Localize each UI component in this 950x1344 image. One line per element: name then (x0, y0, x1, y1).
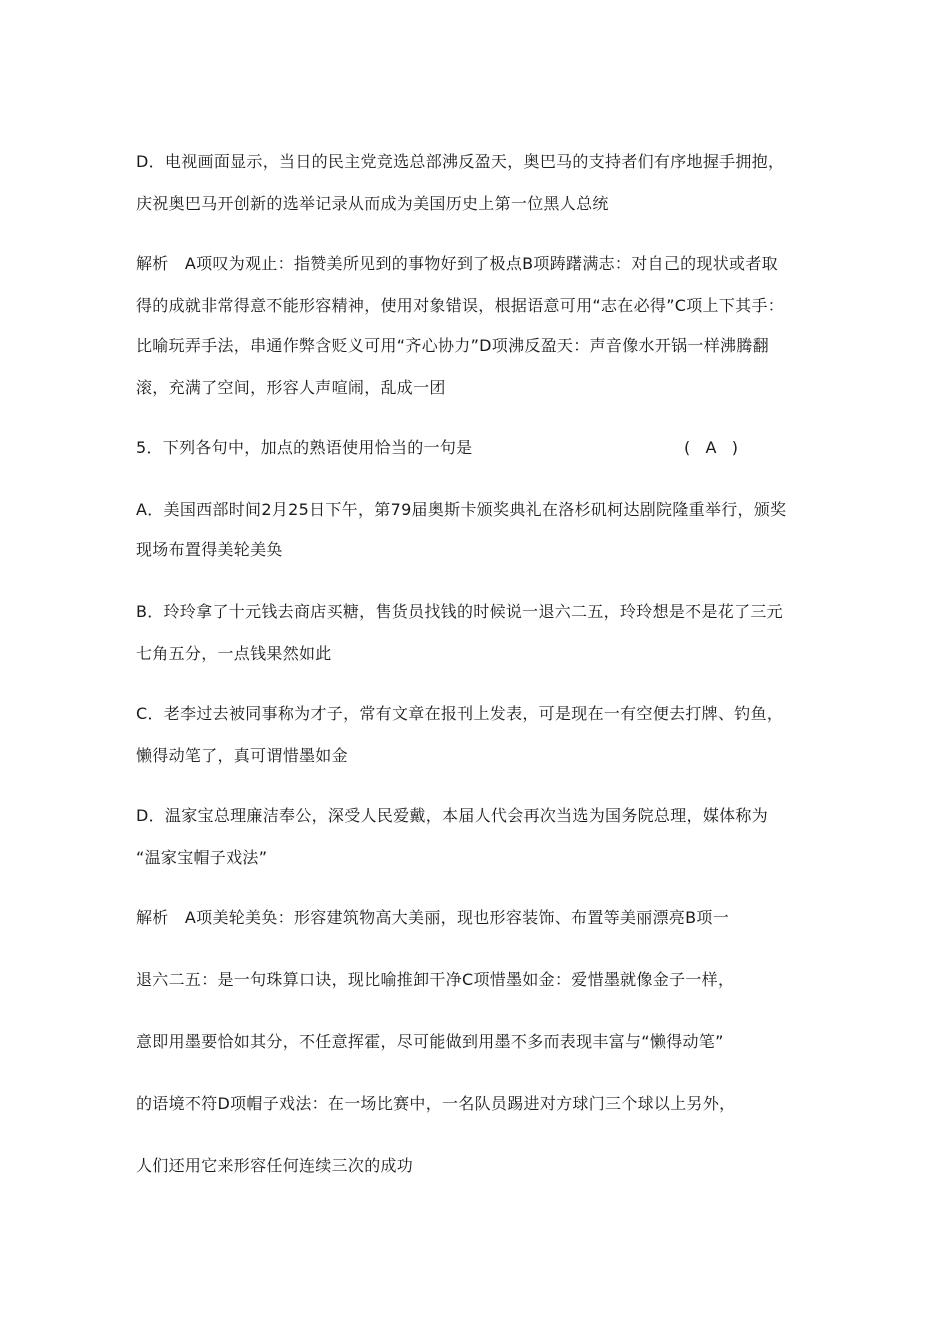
q4-option-d-line2: 庆祝奥巴马开创新的选举记录从而成为美国历史上第一位黑人总统 (136, 194, 609, 213)
q4-analysis-line4: 滚，充满了空间，形容人声喧闹，乱成一团 (136, 378, 446, 397)
q5-option-d-line2: “温家宝帽子戏法” (136, 848, 268, 867)
q5-analysis-line2: 退六二五：是一句珠算口诀，现比喻推卸干净C项惜墨如金：爱惜墨就像金子一样， (136, 970, 735, 989)
q4-analysis-line2: 得的成就非常得意不能形容精神，使用对象错误，根据语意可用“志在必得”C项上下其手： (136, 296, 785, 315)
q5-analysis-line5: 人们还用它来形容任何连续三次的成功 (136, 1156, 414, 1175)
q5-stem: 5．下列各句中，加点的熟语使用恰当的一句是 (136, 438, 473, 457)
q5-option-a-line1: A．美国西部时间2月25日下午，第79届奥斯卡颁奖典礼在洛杉矶柯达剧院隆重举行，颁奖 (136, 500, 787, 519)
q5-option-b-line1: B．玲玲拿了十元钱去商店买糖，售货员找钱的时候说一退六二五，玲玲想是不是花了三元 (136, 602, 783, 621)
q5-option-c-line1: C．老李过去被同事称为才子，常有文章在报刊上发表，可是现在一有空便去打牌、钓鱼， (136, 704, 784, 723)
q5-analysis-line1: 解析 A项美轮美奂：形容建筑物高大美丽，现也形容装饰、布置等美丽漂亮B项一 (136, 908, 730, 927)
q5-analysis-line3: 意即用墨要恰如其分，不任意挥霍，尽可能做到用墨不多而表现丰富与“懒得动笔” (136, 1032, 724, 1051)
q5-analysis-line4: 的语境不符D项帽子戏法：在一场比赛中，一名队员踢进对方球门三个球以上另外， (136, 1094, 736, 1113)
q4-analysis-line3: 比喻玩弄手法，串通作弊含贬义可用“齐心协力”D项沸反盈天：声音像水开锅一样沸腾翻 (136, 336, 769, 355)
q5-option-d-line1: D．温家宝总理廉洁奉公，深受人民爱戴，本届人代会再次当选为国务院总理，媒体称为 (136, 806, 769, 825)
q4-option-d-line1: D．电视画面显示，当日的民主党竞选总部沸反盈天，奥巴马的支持者们有序地握手拥抱， (136, 152, 785, 171)
q5-answer: ( A ) (684, 438, 738, 457)
q5-option-b-line2: 七角五分，一点钱果然如此 (136, 644, 332, 663)
q5-option-c-line2: 懒得动笔了，真可谓惜墨如金 (136, 746, 348, 765)
q4-analysis-line1: 解析 A项叹为观止：指赞美所见到的事物好到了极点B项踌躇满志：对自己的现状或者取 (136, 254, 778, 273)
q5-option-a-line2: 现场布置得美轮美奂 (136, 540, 283, 559)
